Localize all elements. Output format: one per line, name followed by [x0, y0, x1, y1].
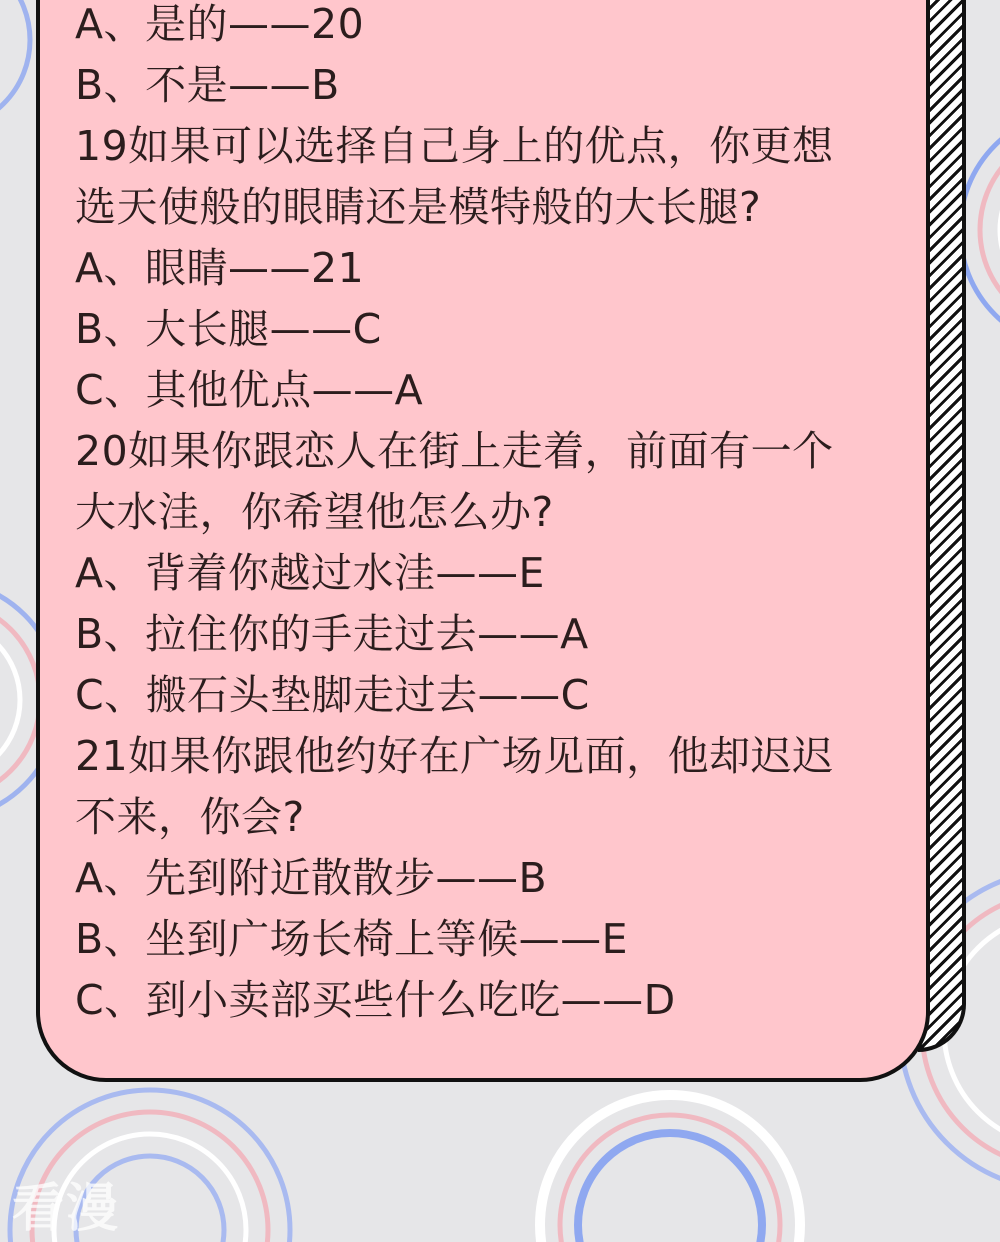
question-line: 19如果可以选择自己身上的优点，你更想 [75, 122, 834, 170]
option-line: A、眼睛——21 [75, 244, 365, 292]
option-line: A、背着你越过水洼——E [75, 549, 545, 597]
watermark-logo: 看漫 [12, 1179, 121, 1239]
option-line: C、其他优点——A [75, 366, 424, 414]
ring-decoration [0, 620, 20, 780]
option-line: A、是的——20 [75, 0, 365, 48]
question-line: 20如果你跟恋人在街上走着，前面有一个 [75, 427, 834, 475]
ring-decoration [0, 0, 30, 130]
question-line: 大水洼，你希望他怎么办? [75, 488, 554, 536]
option-line: B、大长腿——C [75, 305, 382, 353]
option-line: C、到小卖部买些什么吃吃——D [75, 976, 676, 1024]
option-line: B、坐到广场长椅上等候——E [75, 915, 629, 963]
option-line: C、搬石头垫脚走过去——C [75, 671, 590, 719]
ring-decoration [578, 1133, 762, 1242]
option-line: A、先到附近散散步——B [75, 854, 548, 902]
question-line: 不来，你会? [75, 793, 305, 841]
question-line: 选天使般的眼睛还是模特般的大长腿? [75, 183, 762, 231]
question-line: 21如果你跟他约好在广场见面，他却迟迟 [75, 732, 834, 780]
quiz-text [75, 0, 895, 1031]
option-line: B、拉住你的手走过去——A [75, 610, 589, 658]
option-line: B、不是——B [75, 61, 340, 109]
